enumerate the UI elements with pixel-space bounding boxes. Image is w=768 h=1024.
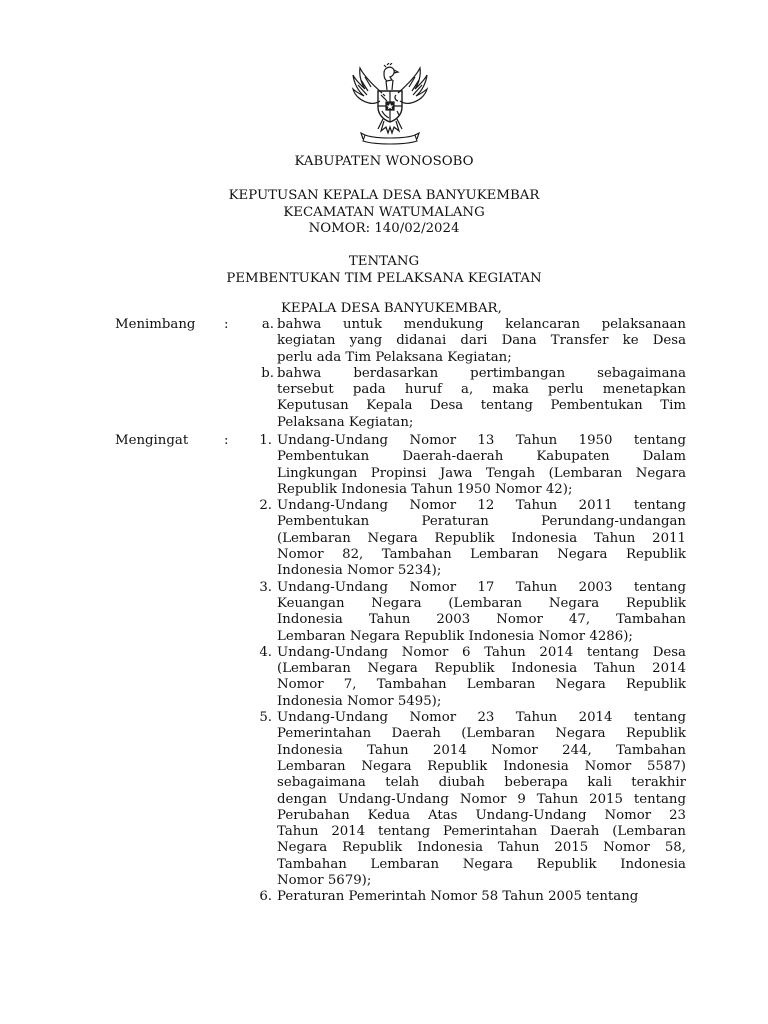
text-line: Pelaksana Kegiatan;	[277, 414, 414, 430]
text-line: tersebut pada huruf a, maka perlu menetapkan	[277, 382, 686, 398]
text-line: Undang-Undang Nomor 13 Tahun 1950 tentang	[277, 433, 686, 448]
mengingat-item-text	[277, 498, 686, 579]
text-line: Pembentukan Daerah-daerah Kabupaten Dalam	[277, 449, 686, 465]
text-line: Tahun 2014 tentang Pemerintahan Daerah (Lembaran	[277, 824, 686, 840]
menimbang-item-marker: b.	[261, 365, 274, 381]
text-line: Perubahan Kedua Atas Undang-Undang Nomor 23	[277, 807, 686, 823]
mengingat-item-text	[277, 433, 686, 498]
text-line: Undang-Undang Nomor 12 Tahun 2011 tentang	[277, 498, 686, 514]
issuer-line: KEPALA DESA BANYUKEMBAR,	[281, 301, 502, 316]
menimbang-item-text	[277, 317, 686, 366]
text-line: Indonesia Tahun 2014 Nomor 244, Tambahan	[277, 742, 686, 758]
menimbang-colon: :	[224, 317, 229, 332]
text-line: perlu ada Tim Pelaksana Kegiatan;	[277, 349, 512, 365]
decree-title-line: KEPUTUSAN KEPALA DESA BANYUKEMBAR	[228, 188, 540, 203]
mengingat-item-text	[277, 645, 686, 710]
mengingat-item-marker: 4.	[259, 644, 272, 660]
menimbang-section	[0, 317, 768, 437]
text-line: dengan Undang-Undang Nomor 9 Tahun 2015 tentang	[277, 791, 686, 807]
text-line: Republik Indonesia Tahun 1950 Nomor 42);	[277, 481, 573, 497]
text-line: Indonesia Tahun 2003 Nomor 47, Tambahan	[277, 612, 686, 628]
text-line: Nomor 7, Tambahan Lembaran Negara Republik	[277, 677, 686, 693]
text-line: Indonesia Nomor 5495);	[277, 693, 442, 709]
mengingat-item-marker: 3.	[259, 579, 272, 595]
mengingat-label: Mengingat	[115, 433, 189, 448]
mengingat-item-marker: 6.	[259, 889, 272, 905]
text-line: Negara Republik Indonesia Tahun 2015 Nomor 58,	[277, 840, 686, 856]
text-line: Tambahan Lembaran Negara Republik Indonesia	[277, 856, 686, 872]
text-line: Indonesia Nomor 5234);	[277, 563, 442, 579]
text-line: kegiatan yang didanai dari Dana Transfer ke Desa	[277, 333, 686, 349]
subject-block	[0, 254, 768, 287]
text-line: Keuangan Negara (Lembaran Negara Republik	[277, 595, 686, 611]
mengingat-item-text	[277, 889, 686, 905]
mengingat-colon: :	[224, 433, 229, 448]
text-line: Keputusan Kepala Desa tentang Pembentukan Tim	[277, 398, 686, 414]
text-line: (Lembaran Negara Republik Indonesia Tahun 2014	[277, 661, 686, 677]
text-line: (Lembaran Negara Republik Indonesia Tahun 2011	[277, 530, 686, 546]
mengingat-item-marker: 5.	[259, 710, 272, 726]
district-line: KECAMATAN WATUMALANG	[283, 204, 485, 220]
mengingat-item-text	[277, 710, 686, 889]
mengingat-item-marker: 1.	[259, 433, 272, 448]
text-line: Peraturan Pemerintah Nomor 58 Tahun 2005 tentang	[277, 889, 639, 905]
text-line: Nomor 82, Tambahan Lembaran Negara Republik	[277, 547, 686, 563]
text-line: bahwa berdasarkan pertimbangan sebagaimana	[277, 365, 686, 381]
text-line: sebagaimana telah diubah beberapa kali terakhir	[277, 775, 686, 791]
text-line: Nomor 5679);	[277, 873, 372, 889]
text-line: bahwa untuk mendukung kelancaran pelaksanaan	[277, 317, 686, 332]
decree-subject: PEMBENTUKAN TIM PELAKSANA KEGIATAN	[226, 270, 542, 286]
regency-title: KABUPATEN WONOSOBO	[294, 154, 474, 169]
text-line: Lembaran Negara Republik Indonesia Nomor 4286);	[277, 628, 633, 644]
text-line: Pemerintahan Daerah (Lembaran Negara Republik	[277, 726, 686, 742]
text-line: Lingkungan Propinsi Jawa Tengah (Lembaran Negara	[277, 465, 686, 481]
text-line: Undang-Undang Nomor 6 Tahun 2014 tentang Desa	[277, 644, 686, 660]
menimbang-item-marker: a.	[261, 317, 274, 332]
menimbang-label: Menimbang	[115, 317, 196, 332]
text-line: Pembentukan Peraturan Perundang-undangan	[277, 514, 686, 530]
text-line: Lembaran Negara Republik Indonesia Nomor 5587)	[277, 758, 686, 774]
mengingat-section	[0, 433, 768, 903]
text-line: Undang-Undang Nomor 17 Tahun 2003 tentang	[277, 579, 686, 595]
about-word: TENTANG	[348, 254, 420, 269]
menimbang-item-text	[277, 366, 686, 431]
decree-number: NOMOR: 140/02/2024	[308, 221, 460, 236]
mengingat-item-marker: 2.	[259, 498, 272, 514]
mengingat-item-text	[277, 580, 686, 645]
garuda-emblem-icon	[351, 63, 429, 147]
text-line: Undang-Undang Nomor 23 Tahun 2014 tentang	[277, 710, 686, 726]
decree-title-block	[0, 188, 768, 238]
